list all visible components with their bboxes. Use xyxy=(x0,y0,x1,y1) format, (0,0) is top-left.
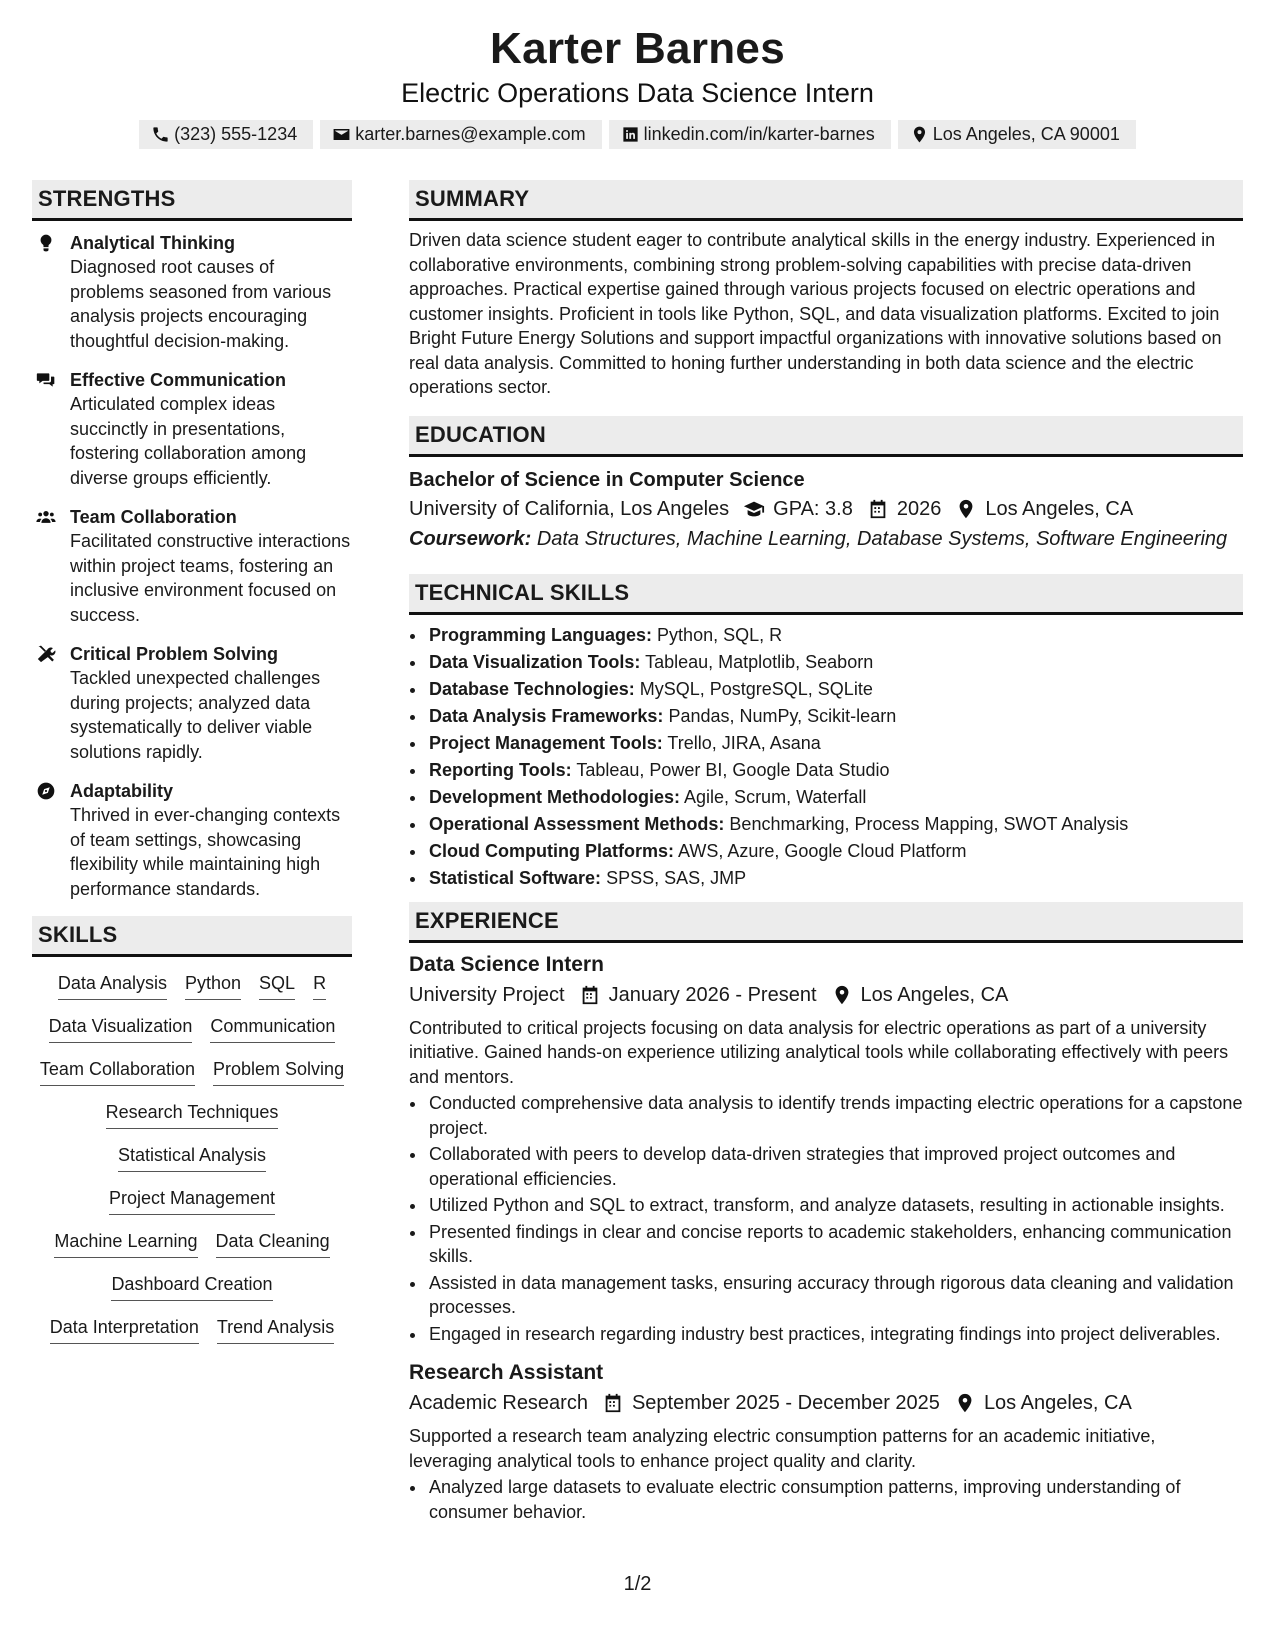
candidate-title: Electric Operations Data Science Intern xyxy=(401,78,874,108)
skill-tag: Data Analysis xyxy=(58,969,167,1000)
calendar-icon xyxy=(867,498,889,520)
gpa-text: GPA: 3.8 xyxy=(773,497,853,520)
lightbulb-icon xyxy=(36,233,56,253)
degree-title: Bachelor of Science in Computer Science xyxy=(409,468,805,491)
list-item xyxy=(427,757,1243,784)
education-heading: EDUCATION xyxy=(409,416,1243,457)
strength-item xyxy=(32,642,352,764)
tech-label: Cloud Computing Platforms: xyxy=(429,840,674,861)
list-item: • Collaborated with peers to develop data-driven strategies that improved project outcomes and operational efficiencies. xyxy=(427,1142,1243,1191)
skill-tag: Machine Learning xyxy=(54,1227,197,1258)
skills-list xyxy=(32,969,352,1344)
tech-value: Tableau, Power BI, Google Data Studio xyxy=(576,759,890,780)
list-item xyxy=(427,676,1243,703)
skill-tag: Problem Solving xyxy=(213,1055,344,1086)
tech-label: Programming Languages: xyxy=(429,624,653,645)
tech-label: Project Management Tools: xyxy=(429,732,663,753)
list-item xyxy=(427,865,1243,892)
skill-tag: Project Management xyxy=(109,1184,275,1215)
job-description: Supported a research team analyzing electric consumption patterns for an academic initiative, leveraging analytical tools to enhance project quality and clarity. xyxy=(409,1426,1156,1471)
strength-title: Team Collaboration xyxy=(70,507,237,527)
contact-text: karter.barnes@example.com xyxy=(355,124,586,144)
experience-entry xyxy=(409,950,1243,1347)
strength-item xyxy=(32,368,352,490)
tech-value: SPSS, SAS, JMP xyxy=(606,867,747,888)
tech-value: Benchmarking, Process Mapping, SWOT Analysis xyxy=(729,813,1129,834)
contact-email[interactable] xyxy=(320,120,601,149)
skill-tag: Statistical Analysis xyxy=(118,1141,266,1172)
skill-tag: Trend Analysis xyxy=(217,1313,334,1344)
experience-heading: EXPERIENCE xyxy=(409,902,1243,943)
strength-item xyxy=(32,779,352,901)
phone-icon xyxy=(151,125,170,144)
calendar-icon xyxy=(579,984,601,1006)
org-text: University Project xyxy=(409,983,565,1006)
location-pin-icon xyxy=(831,984,853,1006)
skill-tag: Python xyxy=(185,969,241,1000)
skill-tag: Research Techniques xyxy=(106,1098,279,1129)
graduation-cap-icon xyxy=(743,498,765,520)
list-item xyxy=(427,649,1243,676)
users-icon xyxy=(36,507,56,527)
job-description: Contributed to critical projects focusing on data analysis for electric operations as part of a university initiative. Gained hands-on experience utilizing analytical tools while collaborating effectively with peers and mentors. xyxy=(409,1017,1229,1087)
skills-heading: SKILLS xyxy=(32,916,352,957)
strength-item xyxy=(32,231,352,353)
job-title: Research Assistant xyxy=(409,1361,604,1384)
job-bullets xyxy=(427,1475,1243,1524)
dates-text: September 2025 - December 2025 xyxy=(631,1392,940,1414)
tech-label: Database Technologies: xyxy=(429,678,635,699)
contact-text: (323) 555-1234 xyxy=(174,124,298,144)
contact-location xyxy=(898,120,1136,149)
contact-phone[interactable] xyxy=(139,120,313,149)
tech-label: Data Analysis Frameworks: xyxy=(429,705,664,726)
strength-item xyxy=(32,505,352,627)
tech-label: Reporting Tools: xyxy=(429,759,572,780)
technical-skills-heading: TECHNICAL SKILLS xyxy=(409,574,1243,615)
job-meta xyxy=(409,1388,1243,1418)
resume-header xyxy=(0,22,1275,149)
page-number: 1/2 xyxy=(623,1573,652,1595)
job-org xyxy=(409,980,565,1010)
list-item: • Utilized Python and SQL to extract, transform, and analyze datasets, resulting in actionable insights. xyxy=(427,1193,1243,1218)
school-name xyxy=(409,494,729,524)
job-bullets xyxy=(427,1091,1243,1346)
tech-label: Operational Assessment Methods: xyxy=(429,813,725,834)
contact-linkedin[interactable] xyxy=(609,120,891,149)
skill-tag: Data Interpretation xyxy=(50,1313,199,1344)
job-dates xyxy=(579,980,817,1010)
list-item: • Engaged in research regarding industry best practices, integrating findings into project deliverables. xyxy=(427,1322,1243,1347)
job-org xyxy=(409,1388,588,1418)
tech-label: Development Methodologies: xyxy=(429,786,681,807)
experience-entry xyxy=(409,1358,1243,1524)
tech-value: Agile, Scrum, Waterfall xyxy=(684,786,867,807)
coursework xyxy=(409,524,1243,554)
strengths-list xyxy=(32,231,352,901)
strength-desc: Thrived in ever-changing contexts of team settings, showcasing flexibility while maintaining high performance standards. xyxy=(70,805,341,899)
tech-value: Tableau, Matplotlib, Seaborn xyxy=(645,651,874,672)
education-meta xyxy=(409,494,1243,524)
org-text: Academic Research xyxy=(409,1392,588,1414)
skill-tag: Communication xyxy=(210,1012,335,1043)
contact-bar xyxy=(0,120,1275,149)
tools-icon xyxy=(36,644,56,664)
linkedin-icon xyxy=(621,125,640,144)
skill-tag: Team Collaboration xyxy=(40,1055,195,1086)
contact-text: linkedin.com/in/karter-barnes xyxy=(643,124,875,144)
tech-label: Data Visualization Tools: xyxy=(429,651,641,672)
year-text: 2026 xyxy=(896,497,942,520)
candidate-name: Karter Barnes xyxy=(490,24,785,73)
school-text: University of California, Los Angeles xyxy=(409,497,730,520)
envelope-icon xyxy=(332,125,351,144)
list-item xyxy=(427,811,1243,838)
tech-value: Python, SQL, R xyxy=(657,624,783,645)
location-text: Los Angeles, CA xyxy=(983,1392,1132,1414)
skill-tag: R xyxy=(313,969,326,1000)
location-text: Los Angeles, CA xyxy=(860,983,1009,1006)
calendar-icon xyxy=(602,1392,624,1414)
list-item: • Assisted in data management tasks, ensuring accuracy through rigorous data cleaning and validation processes. xyxy=(427,1271,1243,1320)
strength-desc: Facilitated constructive interactions within project teams, fostering an inclusive environment focused on success. xyxy=(70,531,351,625)
graduation-year xyxy=(867,494,942,524)
tech-value: Pandas, NumPy, Scikit-learn xyxy=(668,705,897,726)
left-column xyxy=(32,180,352,1344)
summary-heading: SUMMARY xyxy=(409,180,1243,221)
list-item xyxy=(427,838,1243,865)
job-location xyxy=(954,1388,1132,1418)
coursework-list: Data Structures, Machine Learning, Database Systems, Software Engineering xyxy=(536,527,1228,550)
strength-title: Critical Problem Solving xyxy=(70,644,279,664)
tech-value: MySQL, PostgreSQL, SQLite xyxy=(639,678,873,699)
location-pin-icon xyxy=(954,1392,976,1414)
education-entry xyxy=(409,466,1243,554)
strength-title: Effective Communication xyxy=(70,370,287,390)
strengths-heading: STRENGTHS xyxy=(32,180,352,221)
job-dates xyxy=(602,1388,940,1418)
list-item: • Analyzed large datasets to evaluate electric consumption patterns, improving understanding of consumer behavior. xyxy=(427,1475,1243,1524)
comments-icon xyxy=(36,370,56,390)
job-title: Data Science Intern xyxy=(409,952,604,976)
contact-text: Los Angeles, CA 90001 xyxy=(932,124,1120,144)
strength-desc: Tackled unexpected challenges during projects; analyzed data systematically to deliver viable solutions rapidly. xyxy=(70,668,321,762)
list-item: • Conducted comprehensive data analysis to identify trends impacting electric operations for a capstone project. xyxy=(427,1091,1243,1140)
strength-title: Adaptability xyxy=(70,781,174,801)
strength-desc: Articulated complex ideas succinctly in presentations, fostering collaboration among diverse groups efficiently. xyxy=(70,394,307,488)
tech-value: Trello, JIRA, Asana xyxy=(667,732,821,753)
right-column xyxy=(409,180,1243,1526)
location-pin-icon xyxy=(955,498,977,520)
tech-value: AWS, Azure, Google Cloud Platform xyxy=(678,840,967,861)
job-location xyxy=(831,980,1009,1010)
skill-tag: SQL xyxy=(259,969,295,1000)
gpa xyxy=(743,494,853,524)
summary-text: Driven data science student eager to contribute analytical skills in the energy industry. Experienced in collaborative environments, combining strong problem-solving capabilities with precise data-driven approaches. Practical expertise gained through various projects focused on electric operations and customer insights. Proficient in tools like Python, SQL, and data visualization platforms. Excited to join Bright Future Energy Solutions and support impactful organizations with innovative solutions based on real data analysis. Committed to honing further understanding in both data science and the electric operations sector. xyxy=(409,230,1222,397)
location-text: Los Angeles, CA xyxy=(985,497,1134,520)
compass-icon xyxy=(36,781,56,801)
list-item xyxy=(427,784,1243,811)
list-item: • Presented findings in clear and concise reports to academic stakeholders, enhancing communication skills. xyxy=(427,1220,1243,1269)
education-location xyxy=(955,494,1133,524)
location-pin-icon xyxy=(910,125,929,144)
coursework-label: Coursework: xyxy=(409,527,532,550)
skill-tag: Dashboard Creation xyxy=(111,1270,272,1301)
job-meta xyxy=(409,980,1243,1010)
strength-title: Analytical Thinking xyxy=(70,233,236,253)
strength-desc: Diagnosed root causes of problems seasoned from various analysis projects encouraging thoughtful decision-making. xyxy=(70,257,332,351)
list-item xyxy=(427,622,1243,649)
list-item xyxy=(427,703,1243,730)
dates-text: January 2026 - Present xyxy=(608,983,817,1006)
skill-tag: Data Visualization xyxy=(49,1012,193,1043)
technical-skills-list xyxy=(427,622,1243,892)
list-item xyxy=(427,730,1243,757)
tech-label: Statistical Software: xyxy=(429,867,602,888)
skill-tag: Data Cleaning xyxy=(216,1227,330,1258)
